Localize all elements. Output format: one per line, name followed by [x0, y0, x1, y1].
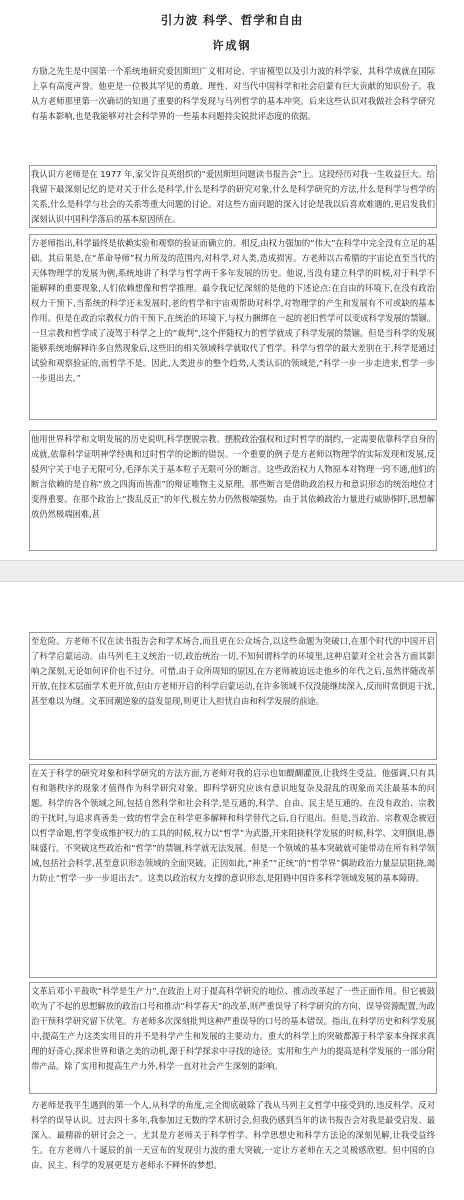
paragraph-enlightenment: 至危险。方老师不仅在读书报告会和学术场合,而且更在公众场合,以这些命题为突破口,在那个时代的中国开启了科学启蒙运动。由马列毛主义统治一切,政治统治一切,不知何谓科学的环境里,这种启蒙对全社会各方面其影响之深刻,无论如何评价也不过分。可惜,由于众所周知的原因,在方老师被迫远走他乡的年代之后,虽然伴随改革开放,在技术层面学术更开放,但由方老师开启的科学启蒙运动,在许多领域不仅没能继续深入,反而时常倒退干扰,甚至难以为继。文革回潮逆象的益发显现,则更让人担忧自由和科学发展的前途。	[31, 636, 435, 706]
paragraph-science-philosophy: 方老师指出,科学最终是依赖实验和观察的验证而确立的。相反,由权力强加的“伟大”在科学中完全没有立足的基础。其后果是,在“革命导师”权力所及的范围内,对科学,对人类,造成损害。方老师以古希腊的宇宙论直至当代的天体物理学的发展为例,系统地讲了科学与哲学两千多年发展的历史。他说,当没有建立科学的时候,对于科学不能解释的重要现象,人们依赖想像和哲学推理。最令我记忆深刻的是他的下述论点:在自由的环境下,在没有政治权力干预下,当系统的科学还未发展时,老的哲学和宇宙观帮助对科学,对物理学的产生和发展有不可或缺的基本作用。但是在政治宗教权力的干预下,在统治的环境下,与权力捆绑在一起的老旧哲学可以变成科学发展的禁锢。一旦宗教和哲学成了凌驾于科学之上的“裁判”,这个伴随权力的哲学就成了科学发展的禁锢。但是当科学的发展能够系统地解释许多自然现象后,这些旧的相关领域科学就取代了哲学。科学与哲学的最大差别在于,科学是通过试验和观察验证的,而哲学不是。因此,人类进步的整个趋势,人类认识的领域是,“科学一步一步走进来,哲学一步一步退出去。”	[31, 238, 435, 383]
paragraph-intro: 方励之先生是中国第一个系统地研究爱因斯坦广义相对论、宇宙模型以及引力波的科学家，其科学成就在国际上享有高度声誉。他更是一位极其罕见的勇敢、理性、对当代中国科学和社会启蒙有巨大贡献的知识份子。我从方老师那里第一次确切的知道了重要的科学发现与马列哲学的基本冲突。后来这些认识对我做社会科学研究有基本影响,也是我能够对社会科学界的一些基本问题持尖锐批评态度的依据。	[31, 66, 435, 121]
document-page-2	[0, 582, 464, 1200]
document-page-1	[0, 0, 464, 560]
paragraph-history-world: 他用世界科学和文明发展的历史说明,科学摆脱宗教、摆脱政治强权和过时哲学的制约,一定需要依靠科学自身的成就,依靠科学证明神学经典和过时哲学的论断的错误。一个重要的例子是方老师以物理学的实际发现和发展,反驳列宁关于电子无限可分,毛泽东关于基本粒子无限可分的断言。这些政治权力人物原本对物理一窍不通,他们的断言依赖的是自称“放之四海而皆准”的辩证唯物主义原理。那些断言是借助政治权力和意识形态的统治地位才变得重要。在那个政治上“拨乱反正”的年代,极左势力仍然极端强势。由于其依赖政治力量进行威胁恫吓,思想解放仍然极端困难,甚	[31, 434, 435, 519]
paragraph-conclusion: 方老师是我平生遇到的第一个人,从科学的角度,完全彻底破除了我从马列主义哲学中接受到的,违反科学、反对科学的误导认识。过去四十多年,我参加过无数的学术研讨会,但我仍感到当年的读书报告会对我是最受启发、最深入、最精辟的研讨会之一。尤其是方老师关于科学哲学、科学思想史和科学方法论的深刻见解,让我受益终生。在方老师八十诞辰的前一天宣布的发现引力波的重大突破,一定让方老师在天之灵极感欣慰。但中国的自由、民主、科学的发展更是方老师永不释怀的梦想。	[31, 1100, 435, 1170]
article-title: 引力波 科学、哲学和自由	[160, 13, 304, 27]
paragraph-productivity: 文革后邓小平鼓吹“科学是生产力”,在政治上对于提高科学研究的地位、推动改革起了一些正面作用。但它被鼓吹为了不起的思想解放的政治口号和推动“科学春天”的改革,则严重误导了科学研究的方向、误导资源配置,为政治干预科学研究留下伏笔。方老师多次深刻批判这种严重误导的口号的基本错误。指出,在科学历史和科学发展中,提高生产力这类实用目的并不是科学产生和发展的主要动力。重大的科学上的突破都源于科学家本身探求真理的好奇心,探求世界和谐之美的动机,源于科学探求中寻找的途径。实用和生产力的提高是科学发展的一部分附带产品。除了实用和提高生产力外,科学一直对社会产生深刻的影响。	[31, 986, 435, 1071]
article-author: 许成钢	[212, 39, 252, 52]
paragraph-reading-group: 我认识方老师是在 1977 年,家父许良英组织的“爱因斯坦问题读书报告会”上。这段经历对我一生收益巨大。给我留下最深刻记忆的是对关于什么是科学,什么是科学的研究对象,什么是科学研究的方法,什么是科学与哲学的关系,什么是科学与社会的关系等重大问题的讨论。对这些方面问题的深入讨论是我以后喜欢难遇的,更启发我们深刻认识中国科学落后的基本原因所在。	[31, 169, 435, 224]
paragraph-research-method: 在关于科学的研究对象和科学研究的方法方面,方老师对我的启示也如醍醐灌顶,让我终生受益。他强调,只有具有和谐秩序的现象才值得作为科学研究对象。即科学研究应该有意识地复杂及混乱的现象而关注最基本的问题。科学的各个领域之间,包括自然科学和社会科学,是互通的,科学、自由、民主是互通的。在没有政治、宗教的干扰时,与追求真善美一致的哲学会在科学更多解释和科学替代之后,自行退出。但是,当政治、宗教观念被冠以哲学命题,哲学变成维护权力的工具的时候,权力以“哲学”为武器,开来阻挠科学发展的时候,科学、文明倒退,愚昧盛行。不突破这些政治和“哲学”的禁锢,科学就无法发展。但是一个领域的基本突破就可能带动在所有科学领域,包括社会科学,甚至意识形态领域的全面突破。正因如此,“神圣”“正统”的“哲学界”偶助政治力量层层阻挠,竭力防止“哲学一步一步退出去”。这类以政治权力支撑的意识形态,是阻碍中国许多科学领域发展的基本障碍。	[31, 768, 435, 883]
page-separator	[0, 560, 464, 582]
